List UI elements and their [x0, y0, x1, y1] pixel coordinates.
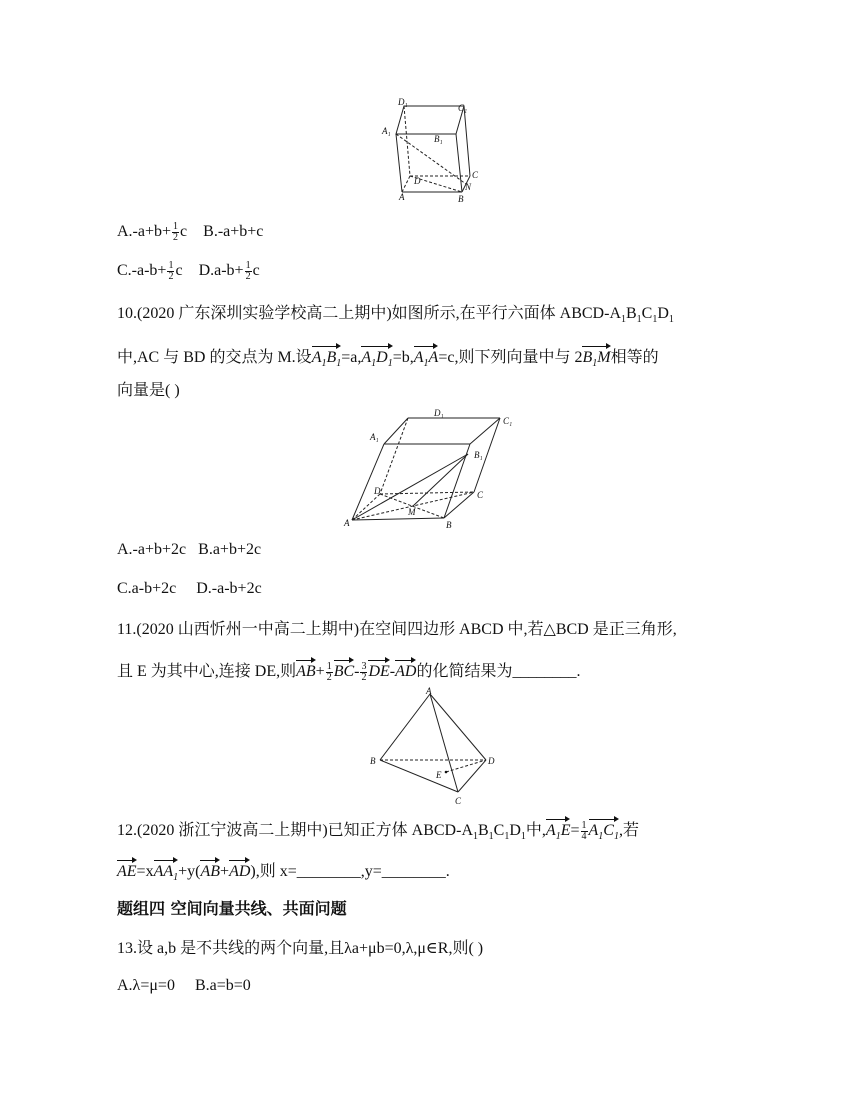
q10-line1: 10.(2020 广东深圳实验学校高二上期中)如图所示,在平行六面体 ABCD-$A_1B_1C_1D_1$: [117, 305, 674, 326]
q11-line2: 且 E 为其中心,连接 DE,则AB+ $\frac{1}{2}$ BC- $\frac{3}{2}$ DE-AD的化简结果为________.: [117, 660, 581, 683]
label-c1: C₁: [503, 416, 513, 426]
figure-tetrahedron: [366, 686, 496, 808]
label-b: B: [458, 194, 464, 204]
label-d: D: [414, 176, 421, 186]
section-title: 题组四 空间向量共线、共面问题: [117, 899, 347, 918]
figure-parallelepiped-2: [340, 402, 520, 530]
figure-parallelepiped-1: [376, 96, 486, 206]
q10-line3: 向量是( ): [117, 382, 180, 399]
q10-line2: 中,AC 与 BD 的交点为 M.设$A_1B_1=a,A_1D_1=b,A_1A=c$,则下列向量中与 $2B_1M$相等的: [117, 345, 659, 368]
label-c: C: [477, 490, 484, 500]
label-b: B: [370, 756, 376, 766]
fraction: $\frac{1}{2}$: [173, 221, 179, 243]
label-d: D: [374, 486, 381, 496]
label-c: C: [472, 170, 479, 180]
label-d1: D₁: [398, 97, 408, 107]
label-b: B: [446, 520, 452, 530]
label-b1: B₁: [474, 450, 483, 460]
label-a: A: [426, 686, 432, 696]
label-a1: A₁: [370, 432, 379, 442]
label-d1: D₁: [434, 408, 444, 418]
label-d: D: [488, 756, 495, 766]
label-a: A: [344, 518, 350, 528]
label-c1: C₁: [458, 103, 468, 113]
q9-options-cd: C.-a-b+ $\frac{1}{2}$ c D.a-b+ $\frac{1}{2}$ c: [117, 260, 260, 282]
label-e: E: [436, 770, 442, 780]
q13-line1: 13.设 a,b 是不共线的两个向量,且λa+μb=0,λ,μ∈R,则( ): [117, 940, 484, 957]
label-n: N: [465, 182, 472, 192]
q9-options-ab: A.-a+b+ $\frac{1}{2}$ c B.-a+b+c: [117, 221, 264, 243]
label-a1: A₁: [382, 126, 391, 136]
label-c: C: [455, 796, 462, 806]
label-m: M: [408, 507, 416, 517]
fraction: $\frac{1}{2}$: [245, 260, 251, 282]
q12-line2: AE=xAA$_1$+y(AB+AD),则 x=________,y=________.: [117, 859, 450, 882]
label-a: A: [399, 192, 405, 202]
q12-line1: 12.(2020 浙江宁波高二上期中)已知正方体 ABCD-$A_1B_1C_1D_1$中$,A_1E=$ $\frac{1}{4}$ $A_1C_1$,若: [117, 819, 639, 843]
q11-line1: 11.(2020 山西忻州一中高二上期中)在空间四边形 ABCD 中,若△BCD 是正三角形,: [117, 621, 677, 638]
label-b1: B₁: [434, 134, 443, 144]
q10-options-ab: A.-a+b+2c B.a+b+2c: [117, 541, 262, 558]
fraction: $\frac{1}{2}$: [168, 260, 174, 282]
q10-options-cd: C.a-b+2c D.-a-b+2c: [117, 580, 262, 597]
q13-options: A.λ=μ=0 B.a=b=0: [117, 977, 251, 994]
